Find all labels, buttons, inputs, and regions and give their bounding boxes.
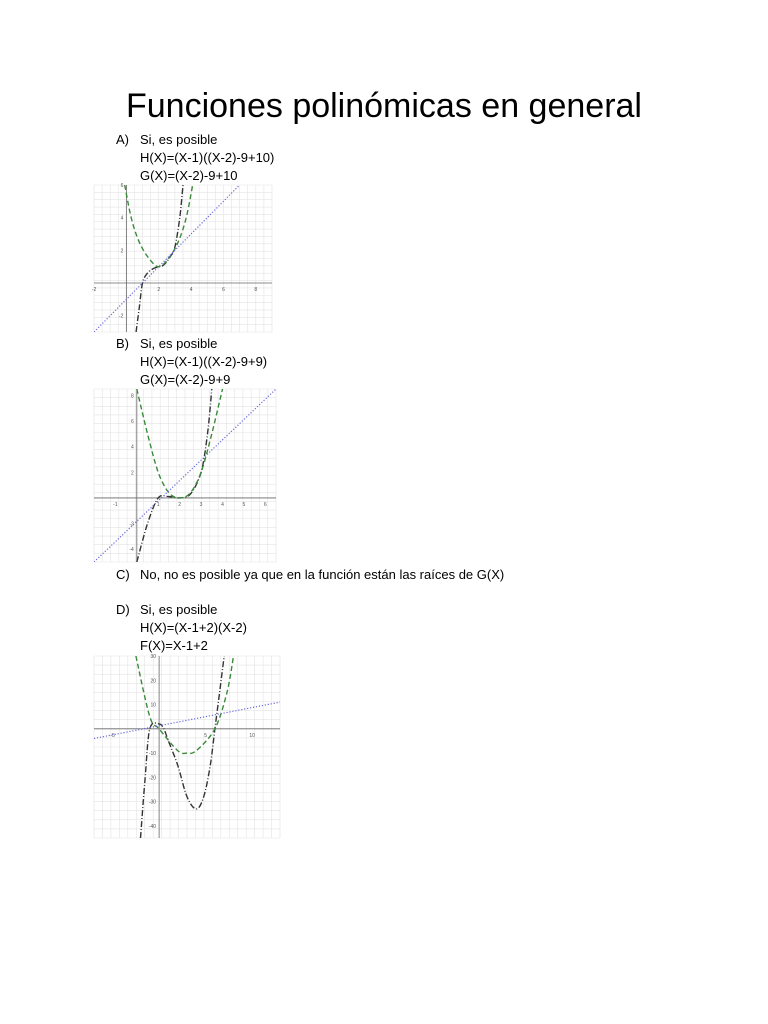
x-tick-label: 10 xyxy=(249,732,255,739)
y-tick-label: 8 xyxy=(131,393,134,400)
y-tick-label: -2 xyxy=(129,521,134,528)
y-tick-label: 4 xyxy=(120,215,124,222)
y-tick-label: 2 xyxy=(120,248,124,255)
graph-d-svg xyxy=(94,656,280,838)
graph-b xyxy=(94,389,276,562)
y-tick-label: 4 xyxy=(131,444,134,451)
item-letter: B) xyxy=(116,336,129,351)
x-tick-label: 6 xyxy=(263,501,267,508)
y-tick-label: 20 xyxy=(150,678,157,685)
x-tick-label: 1 xyxy=(156,501,160,508)
item-text: Si, es posible xyxy=(140,602,218,617)
x-tick-label: 8 xyxy=(254,287,258,293)
formula-g: G(X)=(X-2)-9+9 xyxy=(140,372,231,387)
y-tick-label: -40 xyxy=(148,823,157,830)
x-tick-label: 4 xyxy=(221,501,224,508)
item-letter: C) xyxy=(116,567,130,582)
x-tick-label: 6 xyxy=(222,287,225,293)
x-tick-label: -5 xyxy=(110,732,115,739)
x-tick-label: -2 xyxy=(91,287,97,293)
item-b xyxy=(116,335,217,353)
y-tick-label: 6 xyxy=(120,183,124,189)
x-tick-label: 3 xyxy=(199,501,203,508)
graph-b-svg xyxy=(94,389,276,562)
formula-g: G(X)=(X-2)-9+10 xyxy=(140,168,238,183)
item-a xyxy=(116,131,217,149)
x-tick-label: 5 xyxy=(242,501,246,508)
page-title: Funciones polinómicas en general xyxy=(126,87,642,125)
item-d xyxy=(116,601,217,619)
formula-f: F(X)=X-1+2 xyxy=(140,638,208,653)
x-tick-label: 2 xyxy=(157,287,161,293)
x-tick-label: -1 xyxy=(113,501,118,508)
item-text: No, no es posible ya que en la función están las raíces de G(X) xyxy=(140,567,505,582)
graph-a xyxy=(91,183,272,332)
item-letter: D) xyxy=(116,602,130,617)
y-tick-label: -10 xyxy=(148,751,157,758)
formula-h: H(X)=(X-1)((X-2)-9+9) xyxy=(140,354,268,369)
formula-h: H(X)=(X-1)((X-2)-9+10) xyxy=(140,150,275,165)
item-letter: A) xyxy=(116,132,129,147)
item-text: Si, es posible xyxy=(140,132,218,147)
item-c xyxy=(116,566,504,584)
formula-h: H(X)=(X-1+2)(X-2) xyxy=(140,620,247,635)
x-tick-label: 2 xyxy=(178,501,182,508)
graph-d xyxy=(94,656,280,838)
graph-a-svg xyxy=(91,183,272,332)
y-tick-label: 2 xyxy=(131,470,134,477)
item-text: Si, es posible xyxy=(140,336,218,351)
y-tick-label: -2 xyxy=(118,313,124,320)
y-tick-label: 6 xyxy=(131,419,134,426)
y-tick-label: 30 xyxy=(150,654,157,660)
x-tick-label: 4 xyxy=(189,287,193,293)
x-tick-label: 5 xyxy=(204,732,207,739)
y-tick-label: -20 xyxy=(148,775,157,782)
y-tick-label: -4 xyxy=(129,547,134,554)
y-tick-label: -30 xyxy=(148,799,157,806)
y-tick-label: 10 xyxy=(150,702,157,709)
